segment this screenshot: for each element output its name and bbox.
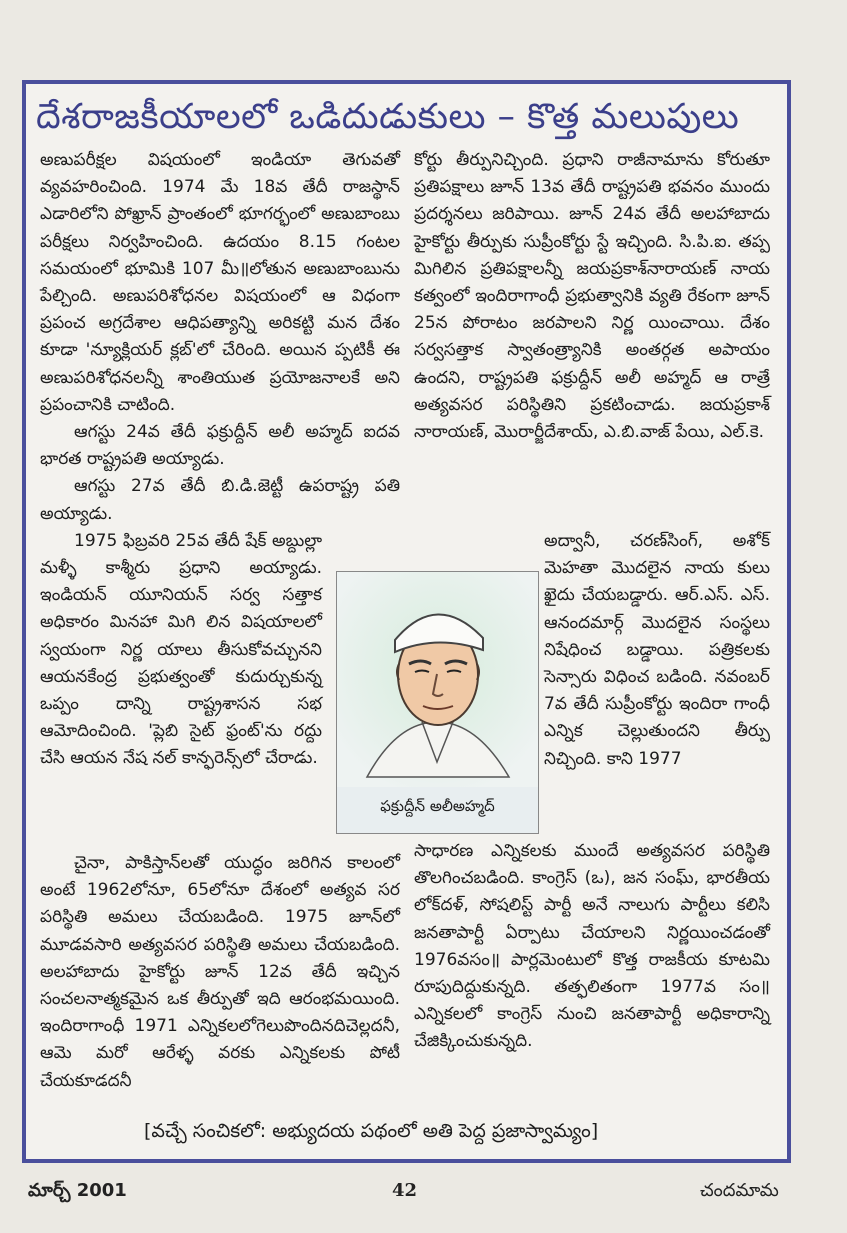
portrait-figure [336,571,539,834]
right-column-top [414,147,770,446]
paragraph: కోర్టు తీర్పునిచ్చింది. ప్రధాని రాజీనామాను కోరుతూ ప్రతిపక్షాలు జూన్ 13వ తేదీ రాష్ట్రపతి భవనం ముందు ప్రదర్శనలు జరిపాయి. జూన్ 24వ తేదీ అలహాబాదు హైకోర్టు తీర్పుకు సుప్రీంకోర్టు స్టే ఇచ్చింది. సి.పి.ఐ. తప్ప మిగిలిన ప్రతిపక్షాలన్నీ జయప్రకాశ్‌నారాయణ్ నాయ కత్వంలో ఇందిరాగాంధీ ప్రభుత్వానికి వ్యతి రేకంగా జూన్ 25న పోరాటం జరపాలని నిర్ణ యించాయి. దేశం సర్వసత్తాక స్వాతంత్ర్యానికి అంతర్గత అపాయం ఉందని, రాష్ట్రపతి ఫక్రుద్దీన్ అలీ అహ్మద్ ఆ రాత్రే అత్యవసర పరిస్థితిని ప్రకటించాడు. జయప్రకాశ్ నారాయణ్, మొరార్జీదేశాయ్, ఎ.బి.వాజ్ పేయి, ఎల్.కె. [414,150,770,443]
portrait-caption: ఫక్రుద్దీన్ అలీఅహ్మద్ [380,797,495,815]
left-column-bottom [40,850,400,1095]
paragraph: 1975 ఫిబ్రవరి 25వ తేదీ షేక్ అబ్దుల్లా మళ్ళీ కాశ్మీరు ప్రధాని అయ్యాడు. ఇండియన్ యూనియన్ సర్వ సత్తాక అధికారం మినహా మిగి లిన విషయాలలో స్వయంగా నిర్ణ యాలు తీసుకోవచ్చునని ఆయనకేంద్ర ప్రభుత్వంతో కుదుర్చుకున్న ఒప్పం దాన్ని రాష్ట్రశాసన సభ ఆమోదించింది. 'ప్లెబి సైట్ ఫ్రంట్'ను రద్దు చేసి ఆయన నేష నల్ కాన్ఫరెన్స్‌లో చేరాడు. [40,530,322,769]
article-title: దేశరాజకీయాలలో ఒడిదుడుకులు – కొత్త మలుపులు [36,97,740,137]
footer-date: మార్చ్ 2001 [28,1180,127,1201]
next-issue-note: [వచ్చే సంచికలో: అభ్యుదయ పథంలో అతి పెద్ద ప్రజాస్వామ్యం] [144,1120,599,1142]
paragraph: అద్వానీ, చరణ్‌సింగ్, అశోక్ మెహతా మొదలైన నాయ కులు ఖైదు చేయబడ్డారు. ఆర్.ఎస్. ఎస్. ఆనందమార్గ్ మొదలైన సంస్థలు నిషేధించ బడ్డాయి. పత్రికలకు సెన్సారు విధించ బడింది. నవంబర్ 7వ తేదీ సుప్రీంకోర్టు ఇందిరా గాంధీ ఎన్నిక చెల్లుతుందని తీర్పు నిచ్చింది. కాని 1977 [544,531,770,769]
right-column-middle [544,528,770,773]
portrait-illustration [337,572,538,787]
paragraph: ఆగస్టు 24వ తేదీ ఫక్రుద్దీన్ అలీ అహ్మద్ ఐదవ భారత రాష్ట్రపతి అయ్యాడు. [40,422,400,470]
paragraph: ఆగస్టు 27వ తేదీ బి.డి.జెట్టీ ఉపరాష్ట్ర పతి అయ్యాడు. [40,476,400,524]
paragraph: అణుపరీక్షల విషయంలో ఇండియా తెగువతో వ్యవహరించింది. 1974 మే 18వ తేదీ రాజస్థాన్ ఎడారిలోని పోఖ్రాన్ ప్రాంతంలో భూగర్భంలో అణుబాంబు పరీక్షలు నిర్వహించింది. ఉదయం 8.15 గంటల సమయంలో భూమికి 107 మీ॥లోతున అణుబాంబును పేల్చింది. అణుపరిశోధనల విషయంలో ఆ విధంగా ప్రపంచ అగ్రదేశాల ఆధిపత్యాన్ని అరికట్టి మన దేశం కూడా 'న్యూక్లియర్ క్లబ్'లో చేరింది. అయిన ప్పటికీ ఈ అణుపరిశోధనలన్నీ శాంతియుత ప్రయోజనాలకే అని ప్రపంచానికి చాటింది. [40,150,400,415]
paragraph: సాధారణ ఎన్నికలకు ముందే అత్యవసర పరిస్థితి తొలగించబడింది. కాంగ్రెస్ (ఒ), జన సంఘ్, భారతీయ లోక్‌దళ్, సోషలిస్ట్ పార్టీ అనే నాలుగు పార్టీలు కలిసి జనతాపార్టీ ఏర్పాటు చేయాలని నిర్ణయించడంతో 1976వసం॥ పార్లమెంటులో కొత్త రాజకీయ కూటమి రూపుదిద్దుకున్నది. తత్ఫలితంగా 1977వ సం॥ ఎన్నికలలో కాంగ్రెస్ నుంచి జనతాపార్టీ అధికారాన్ని చేజిక్కించుకున్నది. [414,841,770,1052]
paragraph: చైనా, పాకిస్తాన్‌లతో యుద్ధం జరిగిన కాలంలో అంటే 1962లోనూ, 65లోనూ దేశంలో అత్యవ సర పరిస్థితి అమలు చేయబడింది. 1975 జూన్‌లో మూడవసారి అత్యవసర పరిస్థితి అమలు చేయబడింది. అలహాబాదు హైకోర్టు జూన్ 12వ తేదీ ఇచ్చిన సంచలనాత్మకమైన ఒక తీర్పుతో ఇది ఆరంభమయింది. ఇందిరాగాంధీ 1971 ఎన్నికలలోగెలుపొందినదిచెల్లదనీ, ఆమె మరో ఆరేళ్ళ వరకు ఎన్నికలకు పోటీ చేయకూడదనీ [40,853,400,1091]
right-column-bottom [414,838,770,1056]
page-number: 42 [392,1180,418,1201]
magazine-name: చందమామ [700,1180,779,1201]
article-frame [22,80,791,1163]
